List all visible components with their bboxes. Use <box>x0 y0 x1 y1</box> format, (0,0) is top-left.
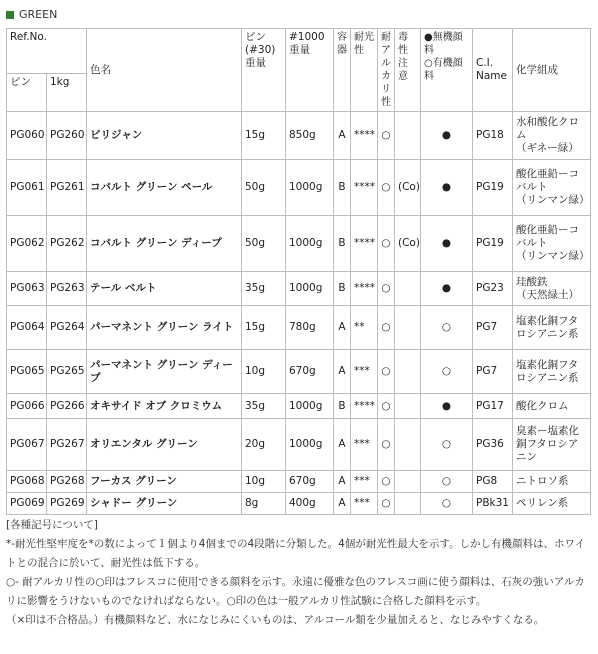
cell-ci-name: PG19 <box>473 216 513 272</box>
cell-ci-name: PG23 <box>473 272 513 306</box>
cell-ci-name: PG7 <box>473 306 513 350</box>
cell-color-name: オキサイド オブ クロミウム <box>87 394 242 419</box>
header-chem: 化学組成 <box>513 29 591 112</box>
cell-organic: ○ <box>421 306 473 350</box>
notes-line1: *-耐光性堅牢度を*の数によって１個より4個までの4段階に分類した。4個が耐光性最大を示す。しかし有機顔料は、ホワイトとの混合に於いて、耐光性は低下する。 <box>6 538 586 569</box>
cell-pin-weight: 50g <box>242 160 286 216</box>
cell-alkali: ○ <box>378 272 395 306</box>
cell-color-name: フーカス グリーン <box>87 471 242 493</box>
green-square-icon <box>6 11 14 19</box>
cell-1kg: PG263 <box>47 272 87 306</box>
cell-pin: PG068 <box>7 471 47 493</box>
cell-pin-weight: 50g <box>242 216 286 272</box>
cell-weight-1000: 400g <box>286 493 334 515</box>
cell-container: A <box>334 471 351 493</box>
cell-pin: PG069 <box>7 493 47 515</box>
cell-1kg: PG260 <box>47 112 87 160</box>
cell-chem: 臭素ー塩素化銅フタロシアニン <box>513 419 591 471</box>
cell-ci-name: PG18 <box>473 112 513 160</box>
section-title-text: GREEN <box>19 8 58 21</box>
cell-toxic: (Co) <box>395 216 421 272</box>
cell-ci-name: PG19 <box>473 160 513 216</box>
notes <box>6 516 592 630</box>
cell-container: B <box>334 272 351 306</box>
cell-weight-1000: 1000g <box>286 160 334 216</box>
header-pin: ピン <box>7 74 47 112</box>
cell-weight-1000: 1000g <box>286 272 334 306</box>
header-color: 色名 <box>87 29 242 112</box>
cell-lightfast: **** <box>351 394 378 419</box>
cell-toxic <box>395 419 421 471</box>
cell-lightfast: **** <box>351 160 378 216</box>
cell-toxic <box>395 112 421 160</box>
header-lightfast: 耐光性 <box>351 29 378 112</box>
cell-container: A <box>334 350 351 394</box>
cell-pin: PG063 <box>7 272 47 306</box>
cell-chem: 酸化クロム <box>513 394 591 419</box>
cell-organic: ● <box>421 112 473 160</box>
cell-1kg: PG267 <box>47 419 87 471</box>
cell-color-name: テール ベルト <box>87 272 242 306</box>
cell-weight-1000: 670g <box>286 471 334 493</box>
cell-1kg: PG268 <box>47 471 87 493</box>
cell-color-name: シャドー グリーン <box>87 493 242 515</box>
cell-toxic <box>395 471 421 493</box>
cell-alkali: ○ <box>378 493 395 515</box>
cell-ci-name: PG8 <box>473 471 513 493</box>
cell-pin: PG065 <box>7 350 47 394</box>
header-refno: Ref.No. <box>7 29 87 74</box>
cell-pin: PG067 <box>7 419 47 471</box>
cell-alkali: ○ <box>378 350 395 394</box>
section-title <box>6 8 57 21</box>
cell-1kg: PG269 <box>47 493 87 515</box>
cell-1kg: PG261 <box>47 160 87 216</box>
table-row <box>7 350 591 394</box>
cell-lightfast: *** <box>351 419 378 471</box>
header-toxic: 毒性注意 <box>395 29 421 112</box>
cell-pin-weight: 35g <box>242 272 286 306</box>
cell-toxic <box>395 272 421 306</box>
cell-pin-weight: 20g <box>242 419 286 471</box>
notes-line3: （×印は不合格品。）有機顔料など、水になじみにくいものは、アルコール類を少量加えると、なじみやすくなる。 <box>6 614 545 626</box>
cell-ci-name: PG17 <box>473 394 513 419</box>
table-row <box>7 419 591 471</box>
cell-toxic <box>395 306 421 350</box>
cell-organic: ● <box>421 160 473 216</box>
cell-chem: 酸化亜鉛ーコバルト （リンマン緑） <box>513 216 591 272</box>
cell-1kg: PG264 <box>47 306 87 350</box>
cell-alkali: ○ <box>378 306 395 350</box>
cell-pin-weight: 15g <box>242 306 286 350</box>
header-1kg: 1kg <box>47 74 87 112</box>
cell-toxic <box>395 493 421 515</box>
cell-weight-1000: 1000g <box>286 419 334 471</box>
cell-alkali: ○ <box>378 419 395 471</box>
cell-organic: ● <box>421 216 473 272</box>
cell-1kg: PG266 <box>47 394 87 419</box>
header-weight-1000: #1000 重量 <box>286 29 334 112</box>
cell-lightfast: **** <box>351 112 378 160</box>
table-row <box>7 272 591 306</box>
cell-pin: PG060 <box>7 112 47 160</box>
cell-pin-weight: 10g <box>242 471 286 493</box>
cell-pin-weight: 35g <box>242 394 286 419</box>
cell-color-name: ビリジャン <box>87 112 242 160</box>
cell-alkali: ○ <box>378 112 395 160</box>
cell-container: A <box>334 419 351 471</box>
cell-color-name: パーマネント グリーン ライト <box>87 306 242 350</box>
cell-chem: 塩素化銅フタロシアニン系 <box>513 350 591 394</box>
notes-line2: ○- 耐アルカリ性の○印はフレスコに使用できる顔料を示す。永遠に優雅な色のフレスコ画に使う顔料は、石灰の強いアルカリに影響をうけないものでなければならない。○印の色は一般アルカリ性試験に合格した顔料を示す。 <box>6 576 585 607</box>
cell-ci-name: PG36 <box>473 419 513 471</box>
table-row <box>7 112 591 160</box>
cell-alkali: ○ <box>378 160 395 216</box>
cell-pin: PG066 <box>7 394 47 419</box>
cell-organic: ○ <box>421 350 473 394</box>
cell-chem: ニトロソ系 <box>513 471 591 493</box>
cell-pin-weight: 15g <box>242 112 286 160</box>
header-ci-name: C.I. Name <box>473 29 513 112</box>
cell-weight-1000: 850g <box>286 112 334 160</box>
cell-container: A <box>334 306 351 350</box>
table-row <box>7 306 591 350</box>
cell-weight-1000: 1000g <box>286 216 334 272</box>
cell-color-name: コバルト グリーン ペール <box>87 160 242 216</box>
pigment-table <box>6 28 591 515</box>
cell-container: B <box>334 216 351 272</box>
cell-ci-name: PG7 <box>473 350 513 394</box>
cell-1kg: PG262 <box>47 216 87 272</box>
cell-pin-weight: 10g <box>242 350 286 394</box>
cell-alkali: ○ <box>378 471 395 493</box>
cell-organic: ● <box>421 394 473 419</box>
table-row <box>7 394 591 419</box>
cell-1kg: PG265 <box>47 350 87 394</box>
header-organic: ●無機顔料 ○有機顔料 <box>421 29 473 112</box>
cell-lightfast: **** <box>351 272 378 306</box>
notes-title: [各種記号について] <box>6 519 98 531</box>
cell-organic: ○ <box>421 419 473 471</box>
cell-weight-1000: 1000g <box>286 394 334 419</box>
cell-organic: ● <box>421 272 473 306</box>
cell-chem: 水和酸化クロム （ギネー緑） <box>513 112 591 160</box>
cell-organic: ○ <box>421 493 473 515</box>
header-container: 容器 <box>334 29 351 112</box>
header-pin-weight: ピン (#30) 重量 <box>242 29 286 112</box>
cell-weight-1000: 670g <box>286 350 334 394</box>
cell-lightfast: ** <box>351 306 378 350</box>
cell-color-name: コバルト グリーン ディープ <box>87 216 242 272</box>
cell-toxic: (Co) <box>395 160 421 216</box>
cell-container: A <box>334 112 351 160</box>
cell-organic: ○ <box>421 471 473 493</box>
cell-pin: PG064 <box>7 306 47 350</box>
cell-color-name: オリエンタル グリーン <box>87 419 242 471</box>
cell-container: A <box>334 493 351 515</box>
table-row <box>7 471 591 493</box>
header-alkali: 耐アルカリ性 <box>378 29 395 112</box>
cell-weight-1000: 780g <box>286 306 334 350</box>
cell-lightfast: *** <box>351 493 378 515</box>
cell-pin: PG061 <box>7 160 47 216</box>
cell-alkali: ○ <box>378 394 395 419</box>
table-row <box>7 493 591 515</box>
cell-ci-name: PBk31 <box>473 493 513 515</box>
table-row <box>7 160 591 216</box>
cell-lightfast: *** <box>351 471 378 493</box>
cell-chem: 珪酸鉄 （天然緑土） <box>513 272 591 306</box>
cell-pin-weight: 8g <box>242 493 286 515</box>
table-row <box>7 216 591 272</box>
cell-pin: PG062 <box>7 216 47 272</box>
cell-lightfast: **** <box>351 216 378 272</box>
cell-toxic <box>395 350 421 394</box>
cell-chem: 塩素化銅フタロシアニン系 <box>513 306 591 350</box>
cell-chem: ペリレン系 <box>513 493 591 515</box>
cell-chem: 酸化亜鉛ーコバルト （リンマン緑） <box>513 160 591 216</box>
cell-lightfast: *** <box>351 350 378 394</box>
cell-color-name: パーマネント グリーン ディープ <box>87 350 242 394</box>
cell-container: B <box>334 160 351 216</box>
cell-alkali: ○ <box>378 216 395 272</box>
cell-container: B <box>334 394 351 419</box>
cell-toxic <box>395 394 421 419</box>
